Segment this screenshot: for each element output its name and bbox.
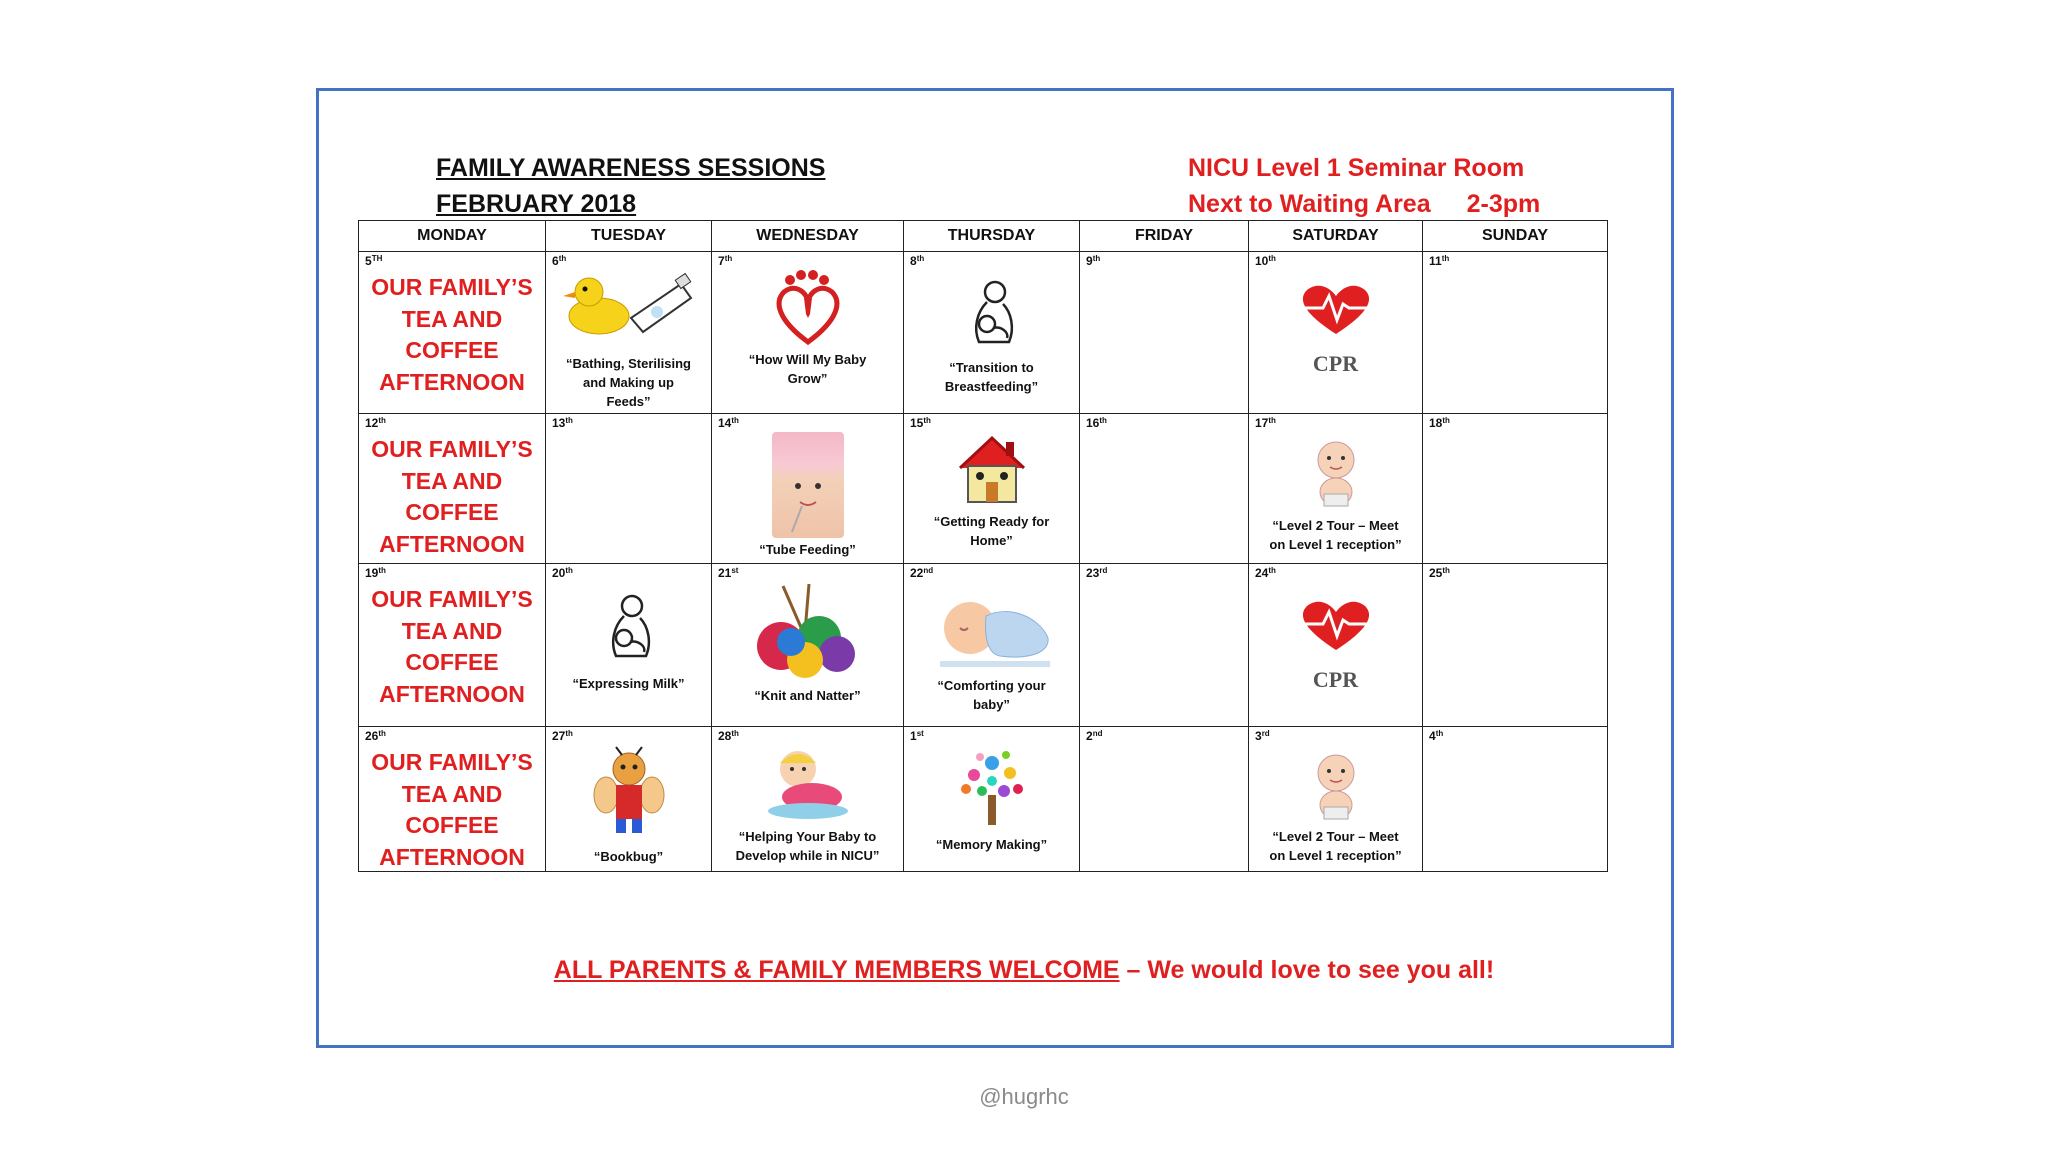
day-number: 23rd xyxy=(1086,566,1108,580)
day-number: 16th xyxy=(1086,416,1107,430)
day-number: 2nd xyxy=(1086,729,1103,743)
day-cell xyxy=(1249,727,1423,872)
day-number: 11th xyxy=(1429,254,1450,268)
day-cell xyxy=(1249,414,1423,564)
poster-title xyxy=(436,150,825,222)
day-number: 28th xyxy=(718,729,739,743)
day-cell xyxy=(359,727,546,872)
baby-photo xyxy=(772,432,844,538)
day-number: 24th xyxy=(1255,566,1276,580)
weekday-saturday: SATURDAY xyxy=(1249,221,1423,252)
day-cell xyxy=(1080,252,1249,414)
day-number: 8th xyxy=(910,254,925,268)
week-row xyxy=(359,727,1608,872)
heart-footprint-icon xyxy=(768,268,848,348)
day-number: 1st xyxy=(910,729,924,743)
day-cell xyxy=(904,564,1080,727)
social-handle: @hugrhc xyxy=(979,1084,1069,1109)
house-icon xyxy=(954,432,1030,508)
day-cell xyxy=(359,564,546,727)
tea-coffee-event: OUR FAMILY’S TEA AND COFFEE AFTERNOON xyxy=(371,586,533,707)
day-cell xyxy=(1423,414,1608,564)
weekday-header-row xyxy=(359,221,1608,252)
session-caption: “Memory Making” xyxy=(935,837,1048,852)
day-cell xyxy=(1249,564,1423,727)
day-cell xyxy=(1423,727,1608,872)
day-number: 13th xyxy=(552,416,573,430)
day-cell xyxy=(1080,727,1249,872)
week-row xyxy=(359,414,1608,564)
bookbug-icon xyxy=(592,745,666,841)
day-cell xyxy=(712,414,904,564)
session-caption: “How Will My Baby Grow” xyxy=(748,352,867,386)
session-caption: “Comforting your baby” xyxy=(937,678,1046,712)
day-number: 22nd xyxy=(910,566,934,580)
cpr-label: CPR xyxy=(1312,667,1359,692)
session-caption: “Bathing, Sterilising and Making up Feeds” xyxy=(566,356,691,409)
location-block xyxy=(1188,150,1540,222)
cpr-heart-icon xyxy=(1291,598,1381,666)
day-cell xyxy=(1423,252,1608,414)
day-number: 20th xyxy=(552,566,573,580)
session-time: 2-3pm xyxy=(1466,190,1541,218)
day-number: 6th xyxy=(552,254,567,268)
week-row xyxy=(359,252,1608,414)
baby-icon xyxy=(1306,749,1366,823)
day-cell xyxy=(904,727,1080,872)
day-cell xyxy=(1249,252,1423,414)
day-cell xyxy=(904,252,1080,414)
tea-coffee-event: OUR FAMILY’S TEA AND COFFEE AFTERNOON xyxy=(371,274,533,395)
weekday-monday: MONDAY xyxy=(359,221,546,252)
session-caption: “Bookbug” xyxy=(593,849,664,864)
day-number: 15th xyxy=(910,416,931,430)
session-caption: “Level 2 Tour – Meet on Level 1 reception” xyxy=(1269,518,1402,552)
cpr-heart-icon xyxy=(1291,282,1381,350)
day-number: 25th xyxy=(1429,566,1450,580)
duck-and-bottle-icon xyxy=(559,270,699,340)
session-caption: “Transition to Breastfeeding” xyxy=(944,360,1039,394)
day-number: 12th xyxy=(365,416,386,430)
session-caption: “Getting Ready for Home” xyxy=(933,514,1050,548)
weekday-wednesday: WEDNESDAY xyxy=(712,221,904,252)
baby-icon xyxy=(1306,436,1366,510)
location-line-1: NICU Level 1 Seminar Room xyxy=(1188,154,1525,182)
day-number: 9th xyxy=(1086,254,1101,268)
day-number: 17th xyxy=(1255,416,1276,430)
weekday-friday: FRIDAY xyxy=(1080,221,1249,252)
location-area: Next to Waiting Area xyxy=(1188,190,1431,218)
week-row xyxy=(359,564,1608,727)
yarn-balls-icon xyxy=(753,582,863,682)
cpr-label: CPR xyxy=(1312,351,1359,376)
session-caption: “Level 2 Tour – Meet on Level 1 reception” xyxy=(1269,829,1402,863)
day-number: 14th xyxy=(718,416,739,430)
day-number: 27th xyxy=(552,729,573,743)
day-number: 10th xyxy=(1255,254,1276,268)
day-number: 19th xyxy=(365,566,386,580)
breastfeeding-icon xyxy=(957,278,1027,354)
session-caption: “Knit and Natter” xyxy=(754,688,861,703)
crawling-baby-icon xyxy=(758,745,858,821)
calendar-table xyxy=(358,220,1608,872)
welcome-underlined: ALL PARENTS & FAMILY MEMBERS WELCOME xyxy=(553,956,1120,984)
session-caption: “Expressing Milk” xyxy=(572,676,685,691)
welcome-footer xyxy=(0,956,2048,985)
day-cell xyxy=(1423,564,1608,727)
day-cell xyxy=(712,564,904,727)
weekday-thursday: THURSDAY xyxy=(904,221,1080,252)
day-cell xyxy=(546,727,712,872)
title-line-1: FAMILY AWARENESS SESSIONS xyxy=(436,154,826,182)
memory-tree-icon xyxy=(952,745,1032,831)
day-number: 21st xyxy=(718,566,739,580)
day-cell xyxy=(904,414,1080,564)
day-cell xyxy=(1080,414,1249,564)
weekday-tuesday: TUESDAY xyxy=(546,221,712,252)
day-number: 7th xyxy=(718,254,733,268)
session-caption: “Helping Your Baby to Develop while in NICU” xyxy=(735,829,880,863)
day-cell xyxy=(546,564,712,727)
weekday-sunday: SUNDAY xyxy=(1423,221,1608,252)
day-cell xyxy=(359,252,546,414)
day-number: 18th xyxy=(1429,416,1450,430)
day-number: 26th xyxy=(365,729,386,743)
welcome-rest: – We would love to see you all! xyxy=(1119,956,1495,984)
sleeping-baby-icon xyxy=(930,588,1054,672)
day-cell xyxy=(712,727,904,872)
day-number: 3rd xyxy=(1255,729,1270,743)
expressing-milk-icon xyxy=(594,592,664,668)
day-cell xyxy=(546,414,712,564)
title-line-2: FEBRUARY 2018 xyxy=(436,190,637,218)
day-cell xyxy=(712,252,904,414)
location-line-2 xyxy=(1188,186,1540,222)
tea-coffee-event: OUR FAMILY’S TEA AND COFFEE AFTERNOON xyxy=(371,749,533,870)
day-number: 4th xyxy=(1429,729,1444,743)
tea-coffee-event: OUR FAMILY’S TEA AND COFFEE AFTERNOON xyxy=(371,436,533,557)
day-cell xyxy=(1080,564,1249,727)
session-caption: “Tube Feeding” xyxy=(759,542,856,557)
day-cell xyxy=(359,414,546,564)
day-number: 5TH xyxy=(365,254,383,268)
day-cell xyxy=(546,252,712,414)
